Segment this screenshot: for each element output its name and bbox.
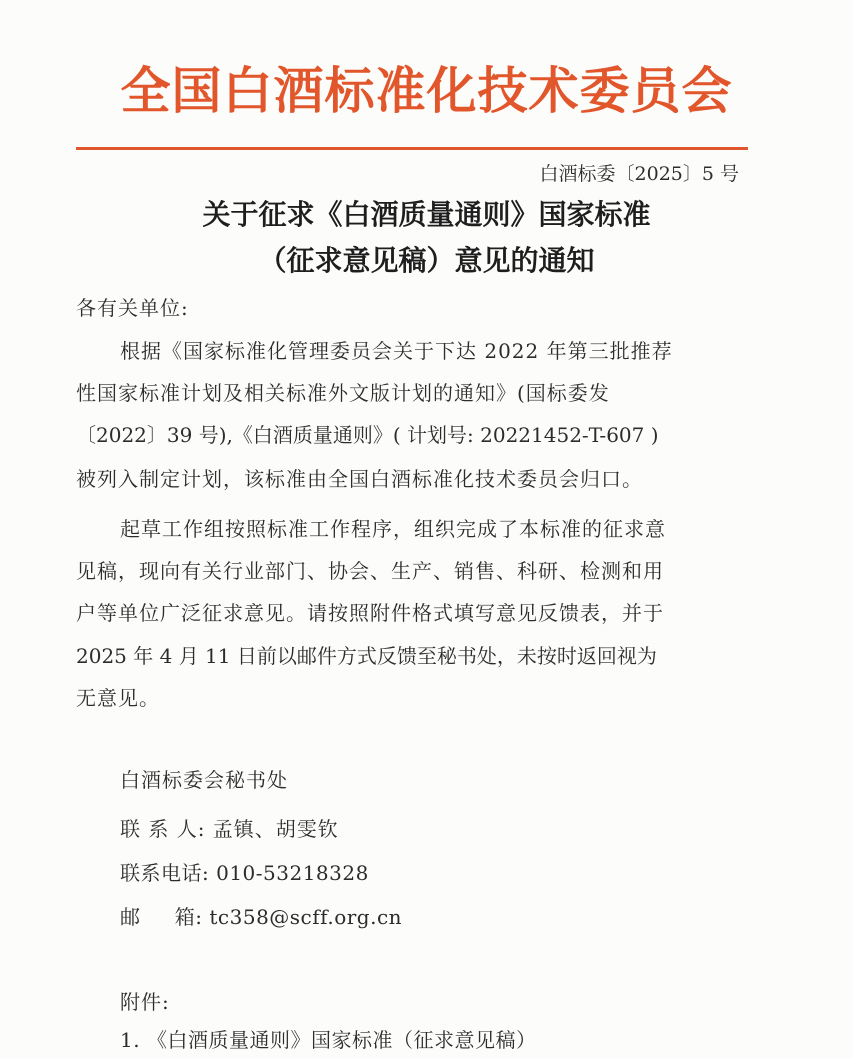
document-title-line-2: （征求意见稿）意见的通知 (258, 244, 595, 277)
paragraph-1-line-2: 性国家标准计划及相关标准外文版计划的通知》(国标委发 (76, 381, 610, 405)
secretariat-name: 白酒标委会秘书处 (120, 768, 288, 792)
header-divider (76, 147, 748, 150)
paragraph-1-line-1: 根据《国家标准化管理委员会关于下达 2022 年第三批推荐 (120, 339, 673, 363)
contact-person: 联 系 人: 孟镇、胡雯钦 (120, 817, 339, 841)
paragraph-2-line-1: 起草工作组按照标准工作程序，组织完成了本标准的征求意 (120, 517, 666, 541)
document-number: 白酒标委〔2025〕5 号 (539, 163, 739, 185)
paragraph-2-line-4: 2025 年 4 月 11 日前以邮件方式反馈至秘书处，未按时返回视为 (76, 644, 657, 668)
paragraph-2-line-3: 户等单位广泛征求意见。请按照附件格式填写意见反馈表，并于 (76, 601, 664, 625)
contact-email: 邮 箱: tc358@scff.org.cn (120, 905, 403, 929)
document-title-line-1: 关于征求《白酒质量通则》国家标准 (202, 198, 651, 231)
contact-phone: 联系电话: 010-53218328 (120, 861, 369, 885)
organization-header: 全国白酒标准化技术委员会 (120, 62, 733, 120)
paragraph-2-line-2: 见稿，现向有关行业部门、协会、生产、销售、科研、检测和用 (76, 559, 664, 583)
attachment-item-1: 1. 《白酒质量通则》国家标准（征求意见稿） (120, 1028, 537, 1052)
salutation: 各有关单位: (76, 296, 189, 320)
paragraph-2-line-5: 无意见。 (76, 686, 160, 710)
attachments-label: 附件: (120, 990, 170, 1014)
paragraph-1-line-4: 被列入制定计划，该标准由全国白酒标准化技术委员会归口。 (76, 467, 643, 491)
paragraph-1-line-3: 〔2022〕39 号),《白酒质量通则》( 计划号: 20221452-T-607 ) (76, 423, 659, 447)
